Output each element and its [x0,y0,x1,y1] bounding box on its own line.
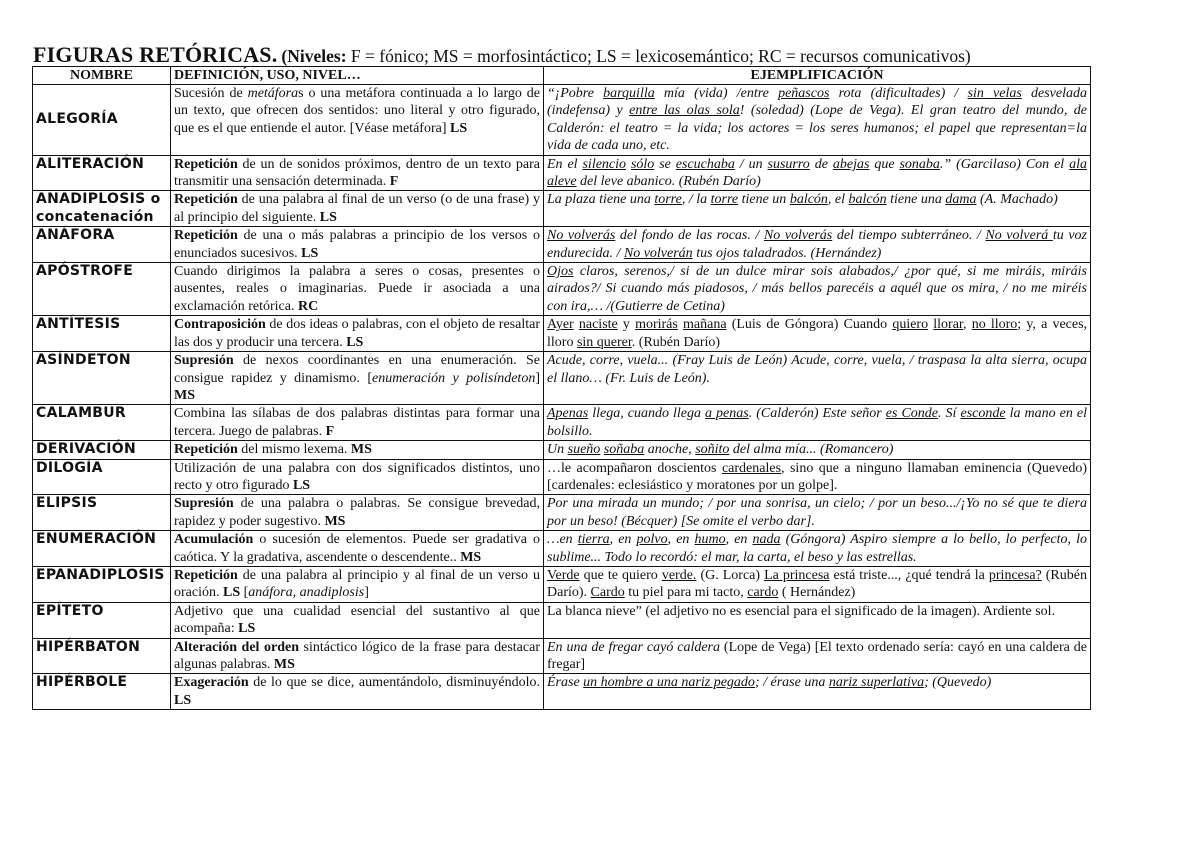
table-header-row [33,67,1091,85]
figure-definition: Repetición de un de sonidos próximos, dentro de un texto para transmitir una sensación determinada. F [171,155,544,191]
figure-definition: Contraposición de dos ideas o palabras, con el objeto de resaltar las dos y producir una tercera. LS [171,316,544,352]
figure-example: Érase un hombre a una nariz pegado; / érase una nariz superlativa; (Quevedo) [544,674,1091,710]
rhetorical-figures-table [32,66,1091,710]
figure-name: ASÍNDETON [33,352,171,405]
figure-name: CALAMBUR [33,405,171,441]
figure-name: ANADIPLOSIS o concatenación [33,191,171,227]
table-row [33,566,1091,602]
figure-name: EPANADIPLOSIS [33,566,171,602]
table-row [33,495,1091,531]
figure-name: ALEGORÍA [33,85,171,156]
figure-example: En una de fregar cayó caldera (Lope de Vega) [El texto ordenado sería: cayó en una caldera de fregar] [544,638,1091,674]
figure-definition: Utilización de una palabra con dos significados distintos, uno recto y otro figurado LS [171,459,544,495]
figure-definition: Cuando dirigimos la palabra a seres o cosas, presentes o ausentes, reales o imaginarias. Puede ir asociada a una exclamación retórica. RC [171,263,544,316]
figure-definition: Sucesión de metáforas o una metáfora continuada a lo largo de un texto, que ofrecen dos sentidos: uno literal y otro figurado, que es el que entiende el autor. [Véase metáfora] LS [171,85,544,156]
table-row [33,674,1091,710]
figure-name: EPÍTETO [33,602,171,638]
column-header-name: NOMBRE [33,67,171,85]
column-header-definition: DEFINICIÓN, USO, NIVEL… [171,67,544,85]
figure-example: Acude, corre, vuela... (Fray Luis de León) Acude, corre, vuela, / traspasa la alta sierra, ocupa el llano… (Fr. Luis de León). [544,352,1091,405]
figure-name: ELIPSIS [33,495,171,531]
figure-example: “¡Pobre barquilla mía (vida) /entre peñascos rota (dificultades) / sin velas desvelada (indefensa) y entre las olas sola! (soledad) (Lope de Vega). El gran teatro del mundo, de Calderón: el teatro = la vida; los actores = los seres humanos; el papel que representan=la vida de cada uno, etc. [544,85,1091,156]
figure-name: HIPÉRBOLE [33,674,171,710]
figure-name: DERIVACIÓN [33,441,171,459]
figure-definition: Exageración de lo que se dice, aumentándolo, disminuyéndolo. LS [171,674,544,710]
figure-example: …le acompañaron doscientos cardenales, sino que a ninguno llamaban eminencia (Quevedo) [cardenales: eclesiástico y moratones por un golpe]. [544,459,1091,495]
title-main: FIGURAS RETÓRICAS. [33,42,278,67]
figure-name: ENUMERACIÓN [33,531,171,567]
figure-name: ALITERACIÓN [33,155,171,191]
table-row [33,441,1091,459]
figure-definition: Repetición de una palabra al principio y al final de un verso u oración. LS [anáfora, anadiplosis] [171,566,544,602]
figure-example: Apenas llega, cuando llega a penas. (Calderón) Este señor es Conde. Sí esconde la mano en el bolsillo. [544,405,1091,441]
levels-legend: F = fónico; MS = morfosintáctico; LS = lexicosemántico; RC = recursos comunicativos) [350,46,971,66]
figure-example: Verde que te quiero verde. (G. Lorca) La princesa está triste..., ¿qué tendrá la princesa? (Rubén Darío). Cardo tu piel para mi tacto, cardo ( Hernández) [544,566,1091,602]
table-row [33,352,1091,405]
figure-example: No volverás del fondo de las rocas. / No volverás del tiempo subterráneo. / No volverá tu voz endurecida. / No volverán tus ojos taladrados. (Hernández) [544,227,1091,263]
figure-name: ANÁFORA [33,227,171,263]
figure-example: Ayer naciste y morirás mañana (Luis de Góngora) Cuando quiero llorar, no lloro; y, a veces, lloro sin querer. (Rubén Darío) [544,316,1091,352]
table-row [33,316,1091,352]
figure-definition: Repetición de una palabra al final de un verso (o de una frase) y al principio del siguiente. LS [171,191,544,227]
figure-example: La plaza tiene una torre, / la torre tiene un balcón, el balcón tiene una dama (A. Machado) [544,191,1091,227]
figure-definition: Acumulación o sucesión de elementos. Puede ser gradativa o caótica. Y la gradativa, ascendente o descendente.. MS [171,531,544,567]
figure-definition: Repetición del mismo lexema. MS [171,441,544,459]
table-row [33,638,1091,674]
figure-definition: Alteración del orden sintáctico lógico de la frase para destacar algunas palabras. MS [171,638,544,674]
figure-example: Por una mirada un mundo; / por una sonrisa, un cielo; / por un beso.../¡Yo no sé que te diera por un beso! (Bécquer) [Se omite el verbo dar]. [544,495,1091,531]
figure-example: …en tierra, en polvo, en humo, en nada (Góngora) Aspiro siempre a lo bello, lo perfecto, lo sublime... Todo lo recordó: el mar, la carta, el beso y las estrellas. [544,531,1091,567]
figure-example: Ojos claros, serenos,/ si de un dulce mirar sois alabados,/ ¿por qué, si me miráis, miráis airados?/ Si cuando más piadosos, / más bellos parecéis a aquél que os mira, / no me miréis con ira,… /(Gutierre de Cetina) [544,263,1091,316]
figure-definition: Adjetivo que una cualidad esencial del sustantivo al que acompaña: LS [171,602,544,638]
table-row [33,602,1091,638]
figure-definition: Combina las sílabas de dos palabras distintas para formar una tercera. Juego de palabras. F [171,405,544,441]
table-row [33,191,1091,227]
table-row [33,531,1091,567]
figure-definition: Repetición de una o más palabras a principio de los versos o enunciados sucesivos. LS [171,227,544,263]
figure-name: HIPÉRBATON [33,638,171,674]
figure-example: La blanca nieve” (el adjetivo no es esencial para el significado de la imagen). Ardiente sol. [544,602,1091,638]
figure-name: APÓSTROFE [33,263,171,316]
figure-example: En el silencio sólo se escuchaba / un susurro de abejas que sonaba.” (Garcilaso) Con el ala aleve del leve abanico. (Rubén Darío) [544,155,1091,191]
figure-definition: Supresión de nexos coordinantes en una enumeración. Se consigue rapidez y dinamismo. [enumeración y polisíndeton] MS [171,352,544,405]
column-header-example: EJEMPLIFICACIÓN [544,67,1091,85]
table-row [33,459,1091,495]
table-row [33,227,1091,263]
table-row [33,155,1091,191]
figure-example: Un sueño soñaba anoche, soñito del alma mía... (Romancero) [544,441,1091,459]
figure-name: ANTÍTESIS [33,316,171,352]
figure-definition: Supresión de una palabra o palabras. Se consigue brevedad, rapidez y poder sugestivo. MS [171,495,544,531]
table-row [33,85,1091,156]
table-row [33,263,1091,316]
levels-label: (Niveles: [281,46,347,66]
title-legend [281,46,970,66]
page-title [33,42,971,68]
figure-name: DILOGÍA [33,459,171,495]
table-row [33,405,1091,441]
